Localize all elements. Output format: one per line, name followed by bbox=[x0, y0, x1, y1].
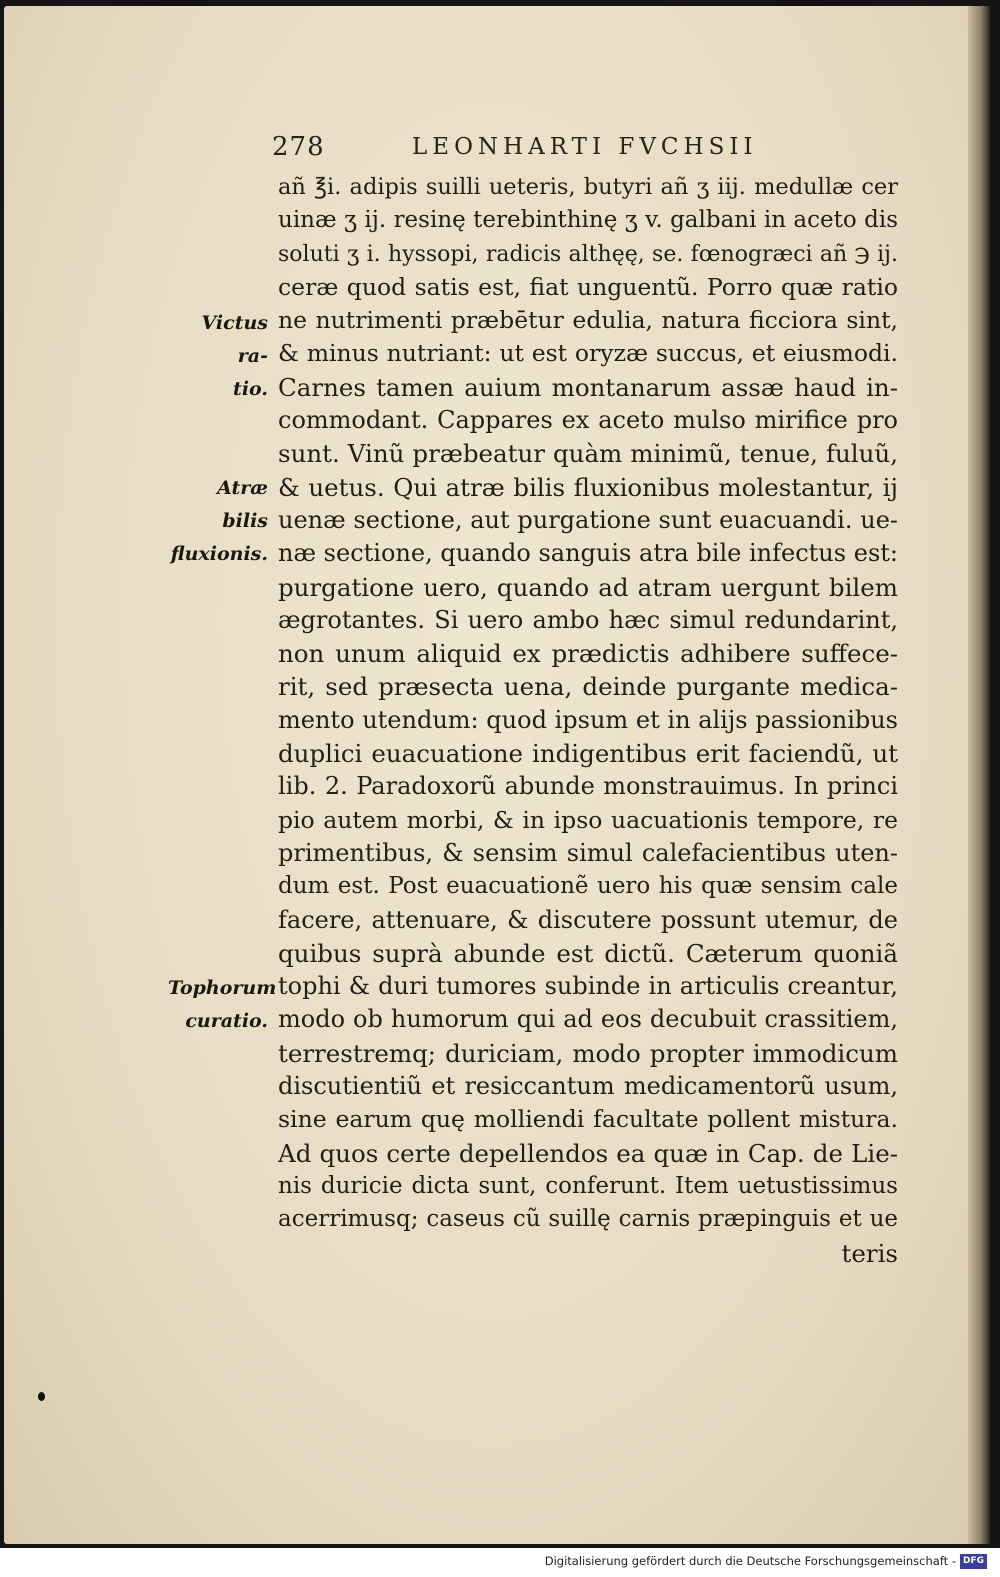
text-line: terrestremq; duriciam, modo propter immodicum bbox=[278, 1038, 898, 1068]
text-line: Ad quos certe depellendos ea quæ in Cap. de Lie- bbox=[278, 1138, 898, 1168]
text-line: añ ℥i. adipis suilli ueteris, butyri añ ʒ iij. medullæ cer bbox=[278, 174, 898, 200]
text-line: commodant. Cappares ex aceto mulso mirifice pro bbox=[278, 406, 898, 435]
running-head: LEONHARTI FVCHSII bbox=[412, 134, 758, 160]
margin-note-line: curatio. bbox=[185, 1010, 268, 1032]
text-line: rit, sed præsecta uena, deinde purgante medica- bbox=[278, 672, 898, 702]
text-line: uenæ sectione, aut purgatione sunt euacuandi. ue- bbox=[278, 505, 898, 534]
text-line: primentibus, & sensim simul calefacientibus uten- bbox=[278, 838, 898, 867]
text-line: lib. 2. Paradoxorũ abunde monstrauimus. In princi bbox=[278, 772, 898, 801]
text-line: duplici euacuatione indigentibus erit faciendũ, ut bbox=[278, 739, 898, 769]
text-line: sine earum quę molliendi facultate pollent mistura. bbox=[278, 1105, 898, 1134]
text-line: ne nutrimenti præbētur edulia, natura ficciora sint, bbox=[278, 306, 898, 335]
page-number: 278 bbox=[272, 132, 325, 162]
text-line: pio autem morbi, & in ipso uacuationis tempore, re bbox=[278, 805, 898, 834]
margin-note-line: Tophorum bbox=[168, 977, 277, 999]
ink-spot bbox=[38, 1392, 45, 1401]
body-text bbox=[278, 171, 898, 1270]
text-line: ægrotantes. Si uero ambo hæc simul redundarint, bbox=[278, 605, 898, 634]
margin-note-atrae-bilis bbox=[168, 472, 268, 571]
text-line: sunt. Vinũ præbeatur quàm minimũ, tenue, fuluũ, bbox=[278, 439, 898, 469]
text-line: & uetus. Qui atræ bilis fluxionibus molestantur, ij bbox=[278, 472, 898, 502]
text-line: Carnes tamen auium montanarum assæ haud in- bbox=[278, 372, 898, 402]
text-line: uinæ ʒ ij. resinę terebinthinę ʒ v. galbani in aceto dis bbox=[278, 207, 898, 234]
margin-note-victus-ratio bbox=[168, 307, 268, 406]
text-line: soluti ʒ i. hyssopi, radicis althęę, se. fœnogræci añ ℈ ij. bbox=[278, 241, 898, 267]
text-line: non unum aliquid ex prædictis adhibere suffece- bbox=[278, 639, 898, 669]
margin-note-line: tio. bbox=[233, 378, 268, 400]
text-line: modo ob humorum qui ad eos decubuit crassitiem, bbox=[278, 1005, 898, 1034]
text-line: mento utendum: quod ipsum et in alijs passionibus bbox=[278, 705, 898, 734]
dfg-logo: DFG bbox=[960, 1554, 987, 1569]
margin-note-line: Victus ra- bbox=[201, 312, 268, 367]
text-line: facere, attenuare, & discutere possunt utemur, de bbox=[278, 905, 898, 934]
text-line: quibus suprà abunde est dictũ. Cæterum quoniã bbox=[278, 938, 898, 968]
footer-bar bbox=[0, 1548, 1000, 1577]
text-line: dum est. Post euacuationẽ uero his quæ sensim cale bbox=[278, 873, 898, 900]
text-line: discutientiũ et resiccantum medicamentorũ usum, bbox=[278, 1072, 898, 1101]
margin-note-line: fluxionis. bbox=[170, 543, 268, 565]
margin-note-line: Atræ bilis bbox=[217, 477, 268, 532]
text-line: purgatione uero, quando ad atram uergunt bilem bbox=[278, 572, 898, 602]
text-line: teris bbox=[841, 1238, 898, 1268]
book-spine-edge bbox=[968, 6, 990, 1544]
footer-credit: Digitalisierung gefördert durch die Deutsche Forschungsgemeinschaft - bbox=[544, 1554, 956, 1568]
text-line: nis duricie dicta sunt, conferunt. Item uetustissimus bbox=[278, 1172, 898, 1199]
text-line: & minus nutriant: ut est oryzæ succus, et eiusmodi. bbox=[278, 339, 898, 368]
margin-note-tophorum-curatio bbox=[168, 972, 277, 1038]
text-line: tophi & duri tumores subinde in articulis creantur, bbox=[278, 972, 898, 1001]
text-line: ceræ quod satis est, fiat unguentũ. Porro quæ ratio bbox=[278, 272, 898, 301]
page-header bbox=[272, 132, 772, 166]
text-line: næ sectione, quando sanguis atra bile infectus est: bbox=[278, 539, 898, 568]
text-line: acerrimusq; caseus cũ suillę carnis præpinguis et ue bbox=[278, 1206, 898, 1233]
